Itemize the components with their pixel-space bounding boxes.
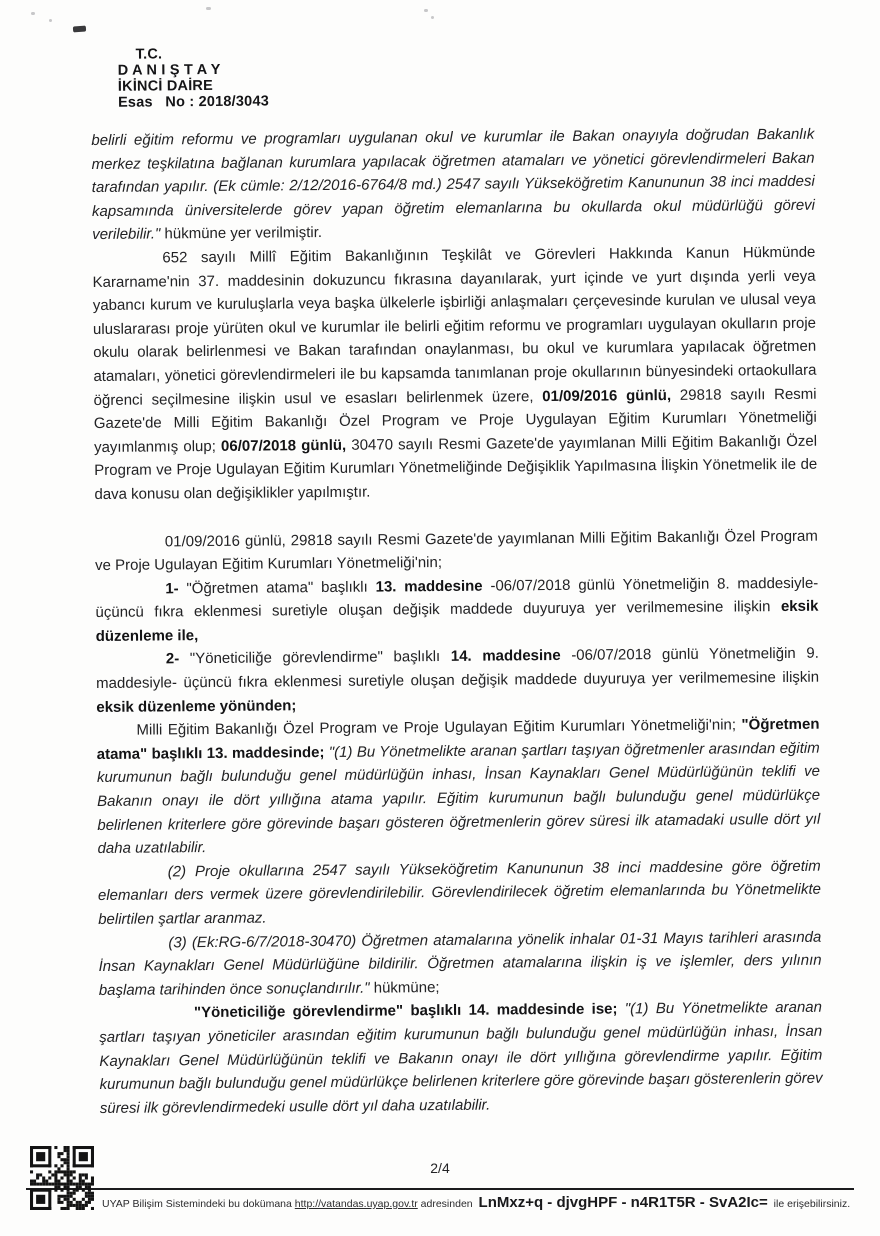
text-run: "Öğretmen atama" başlıklı 13. maddesinde; [96,715,820,763]
text-run: 30470 sayılı Resmi Gazete'de yayımlanan Milli Eğitim Bakanlığı Özel Program ve Proje Ugulayan Eğitim Kurumları Yönetmeliğinde Değişiklik Yapılmasına İlişkin Yönetmelik ile de dava konusu olan değişiklikler yapılmıştır. [94,432,818,503]
header-chamber: İKİNCİ DAİRE [117,77,214,95]
text-run: (3) (Ek:RG-6/7/2018-30470) Öğretmen atamalarına yönelik inhalar 01-31 Mayıs tarihleri arasında İnsan Kaynakları Genel Müdürlüğüne bildirilir. Öğretmen atamalarına ilişkin iş ve işlemler, ders yılının başlama tarihinden önce sonuçlandırılır." [98,928,822,999]
footer-prefix: UYAP Bilişim Sistemindeki bu dokümana [102,1198,295,1210]
text-run: -06/07/2018 günlü Yönetmeliğin 8. maddesiyle- üçüncü fıkra eklenmesi suretiyle oluşan değişik maddede duyuruya yer verilmemesine ilişkin [95,574,819,622]
verification-code: LnMxz+q - djvgHPF - n4R1T5R - SvA2Ic= [478,1194,768,1211]
text-run: (2) Proje okullarına 2547 sayılı Yükseköğretim Kanununun 38 inci maddesine göre öğretim elemanları ders vermek üzere görevlendirilebilir. Görevlendirilecek öğretim elemanlarında bu Yönetmelikte belirtilen şartlar aranmaz. [97,857,821,928]
footer-middle: adresinden [417,1198,476,1210]
text-run: 01/09/2016 günlü, [542,386,672,405]
qr-code [30,1146,94,1210]
text-run: 06/07/2018 günlü, [220,436,347,455]
text-run: 1- [165,579,187,598]
footer-access-text [102,1194,862,1213]
text-run: "(1) Bu Yönetmelikte aranan şartları taşıyan öğretmenler arasından eğitim kurumunun bağlı bulunduğu genel müdürlüğün inhası, İnsan Kaynakları Genel Müdürlüğünün teklifi ve Bakanın onayı ile dört yıllığına atama yapılır. Eğitim kurumunun bağlı bulunduğu genel müdürlükçe belirlenen kriterlere göre görevinde başarı gösteren öğretmenlerin görev süresi ilk atamadaki usulle dört yıl daha uzatılabilir. [96,739,821,858]
text-run: "Yöneticiliğe görevlendirme" başlıklı 14. maddesinde ise; [193,1000,625,1022]
text-run: Milli Eğitim Bakanlığı Özel Program ve Proje Ugulayan Eğitim Kurumları Yönetmeliği'nin; [136,716,742,739]
paragraph [92,241,817,507]
page-number: 2/4 [430,1160,450,1176]
text-run: hükmüne yer verilmiştir. [164,224,323,243]
text-run: 652 sayılı Millî Eğitim Bakanlığının Teşkilât ve Görevleri Hakkında Kanun Hükmünde Kararname'nin 37. maddesinin dokuzuncu fıkrasına dayanılarak, yurt içinde ve yurt dışında yerli veya yabancı kurum ve kuruluşlarla veya başka ülkelerle işbirliği anlaşmaları çerçevesinde kurulan ve ulusal veya uluslararası proje yürüten okul ve kurumlar ile belirli eğitim reformu ve programları uygulayan okulların proje okulu olarak belirlenmesi ve Bakan tarafından onaylanması, bu okul ve kurumlara yapılacak öğretmen atamaları, yönetici görevlendirmeleri ile bu kapsamda tanımlanan proje okullarının bünyesindeki ortaokullara öğrenci seçilmesine ilişkin usul ve esasları belirlenmek üzere, [92,243,817,409]
header-tc: T.C. [135,46,163,63]
text-run: "Öğretmen atama" başlıklı [186,578,376,597]
paragraph [91,123,815,247]
header-court-name: D A N I Ş T A Y [117,61,221,79]
text-run: "(1) Bu Yönetmelikte aranan şartları taşıyan yöneticiler arasından eğitim kurumunun bağlı bulunduğu genel müdürlüğün inhası, İnsan Kaynakları Genel Müdürlüğünün teklifi ve Bakanın onayı ile dört yıllığına görevlendirme yapılır. Eğitim kurumunun bağlı bulunduğu genel müdürlükçe belirlenen kriterlere göre görevinde başarı gösterenlerin görev süresi ilk görevlendirmedeki usulle dört yıl daha uzatılabilir. [99,999,823,1117]
footer-divider [26,1188,854,1190]
paragraph [99,996,823,1120]
text-run: hükmüne; [373,978,440,997]
paragraph [98,855,822,932]
paragraph [95,571,819,648]
paragraph [96,713,820,861]
text-run: 13. maddesine [375,577,491,596]
paragraph [98,925,822,1002]
text-run: "Yöneticiliğe görevlendirme" başlıklı [189,648,451,668]
uyap-link[interactable]: http://vatandas.uyap.gov.tr [294,1198,418,1210]
footer-suffix: ile erişebilirsiniz. [770,1198,851,1210]
text-run: eksik düzenleme yönünden; [96,696,297,716]
paragraph [96,642,820,719]
text-run: belirli eğitim reformu ve programları uygulanan okul ve kurumlar ile Bakan onayıyla doğrudan Bakanlık merkez teşkilatına bağlanan kurumlara yapılacak öğretmen atamaları ve yönetici görevlendirmeleri Bakan tarafından yapılır. (Ek cümle: 2/12/2016-6764/8 md.) 2547 sayılı Yükseköğretim Kanununun 38 inci maddesi kapsamında üniversitelerde görev yapan öğretim elemanlarına bu okullarda okul müdürlüğü görevi verilebilir." [91,125,816,244]
text-run: 2- [165,650,190,668]
court-header [118,45,269,110]
text-run: 14. maddesine [450,647,572,666]
document-body [91,123,823,1121]
text-run: -06/07/2018 günlü Yönetmeliğin 9. maddesiyle- üçüncü fıkra eklenmesi suretiyle oluşan değişik maddede duyuruya yer verilmemesine ilişkin [96,645,820,693]
qr-code-image [30,1146,94,1210]
paragraph [95,524,818,577]
case-number: Esas No : 2018/3043 [117,93,270,111]
text-run: eksik düzenleme ile, [95,597,819,645]
text-run: 01/09/2016 günlü, 29818 sayılı Resmi Gazete'de yayımlanan Milli Eğitim Bakanlığı Özel Program ve Proje Ugulayan Eğitim Kurumları Yönetmeliği'nin; [94,527,818,575]
text-run: 29818 sayılı Resmi Gazete'de Milli Eğitim Bakanlığı Özel Program ve Proje Uygulayan Eğitim Kurumları Yönetmeliği yayımlanmış olup; [93,385,817,456]
